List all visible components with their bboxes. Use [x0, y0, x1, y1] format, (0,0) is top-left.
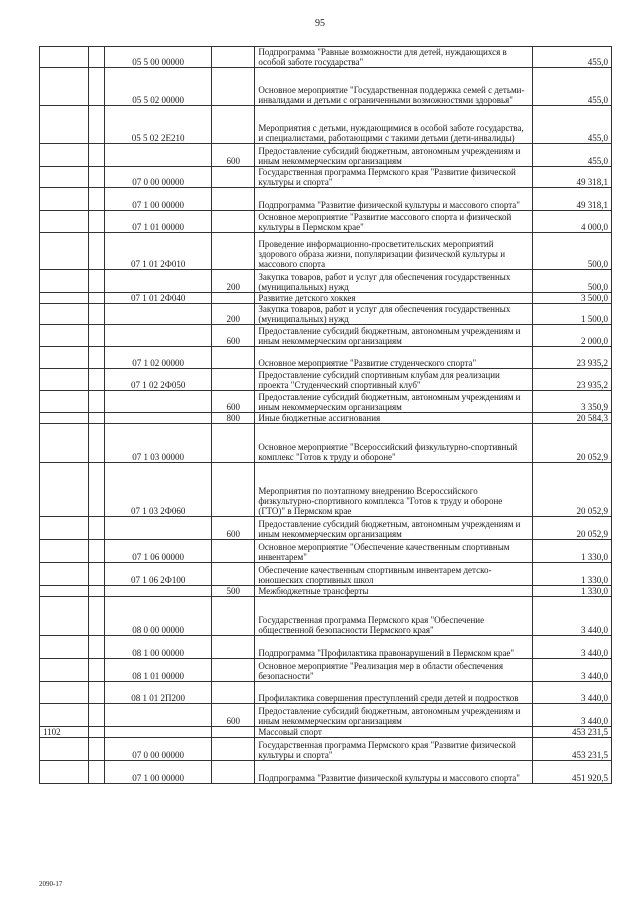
expense-type-cell — [212, 659, 255, 682]
amount-cell: 1 330,0 — [532, 586, 611, 597]
subsection-cell — [89, 369, 105, 391]
table-row — [40, 424, 612, 463]
amount-cell: 3 350,9 — [532, 391, 611, 413]
amount-cell: 3 440,0 — [532, 659, 611, 682]
target-code-cell: 08 0 00 00000 — [105, 597, 212, 636]
target-code-cell: 05 5 02 2Е210 — [105, 106, 212, 144]
target-code-cell — [105, 704, 212, 727]
subsection-cell — [89, 540, 105, 563]
table-row — [40, 761, 612, 784]
section-cell — [40, 304, 89, 325]
table-row — [40, 325, 612, 347]
target-code-cell — [105, 517, 212, 540]
subsection-cell — [89, 659, 105, 682]
amount-cell: 20 052,9 — [532, 517, 611, 540]
table-row — [40, 704, 612, 727]
amount-cell: 455,0 — [532, 144, 611, 167]
target-code-cell — [105, 413, 212, 424]
table-row — [40, 540, 612, 563]
section-cell — [40, 233, 89, 270]
expense-type-cell — [212, 211, 255, 233]
amount-cell: 2 000,0 — [532, 325, 611, 347]
target-code-cell: 07 1 02 2Ф050 — [105, 369, 212, 391]
section-cell — [40, 636, 89, 659]
target-code-cell: 07 0 00 00000 — [105, 738, 212, 761]
section-cell: 1102 — [40, 727, 89, 738]
section-cell — [40, 211, 89, 233]
amount-cell: 3 440,0 — [532, 636, 611, 659]
amount-cell: 500,0 — [532, 233, 611, 270]
expense-type-cell — [212, 540, 255, 563]
target-code-cell: 08 1 00 00000 — [105, 636, 212, 659]
amount-cell: 3 440,0 — [532, 597, 611, 636]
table-row — [40, 167, 612, 188]
table-row — [40, 727, 612, 738]
target-code-cell — [105, 304, 212, 325]
subsection-cell — [89, 597, 105, 636]
item-name-cell: Предоставление субсидий бюджетным, автономным учреждениям и иным некоммерческим организациям — [255, 517, 532, 540]
table-row — [40, 106, 612, 144]
expense-type-cell — [212, 682, 255, 704]
expense-type-cell — [212, 47, 255, 68]
subsection-cell — [89, 144, 105, 167]
amount-cell: 49 318,1 — [532, 167, 611, 188]
item-name-cell: Подпрограмма "Развитие физической культуры и массового спорта" — [255, 188, 532, 211]
subsection-cell — [89, 463, 105, 517]
subsection-cell — [89, 413, 105, 424]
item-name-cell: Массовый спорт — [255, 727, 532, 738]
item-name-cell: Государственная программа Пермского края "Обеспечение общественной безопасности Пермского края" — [255, 597, 532, 636]
section-cell — [40, 106, 89, 144]
expense-type-cell: 500 — [212, 586, 255, 597]
target-code-cell: 07 1 06 2Ф100 — [105, 563, 212, 586]
target-code-cell — [105, 586, 212, 597]
table-row — [40, 391, 612, 413]
expense-type-cell: 200 — [212, 304, 255, 325]
expense-type-cell — [212, 369, 255, 391]
section-cell — [40, 517, 89, 540]
amount-cell: 20 052,9 — [532, 463, 611, 517]
expense-type-cell — [212, 738, 255, 761]
item-name-cell: Межбюджетные трансферты — [255, 586, 532, 597]
target-code-cell: 05 5 00 00000 — [105, 47, 212, 68]
table-row — [40, 586, 612, 597]
section-cell — [40, 540, 89, 563]
budget-table — [39, 46, 612, 784]
item-name-cell: Предоставление субсидий бюджетным, автономным учреждениям и иным некоммерческим организациям — [255, 391, 532, 413]
section-cell — [40, 761, 89, 784]
target-code-cell — [105, 325, 212, 347]
section-cell — [40, 47, 89, 68]
subsection-cell — [89, 517, 105, 540]
amount-cell: 455,0 — [532, 106, 611, 144]
item-name-cell: Предоставление субсидий бюджетным, автономным учреждениям и иным некоммерческим организациям — [255, 144, 532, 167]
section-cell — [40, 293, 89, 304]
table-row — [40, 738, 612, 761]
amount-cell: 451 920,5 — [532, 761, 611, 784]
item-name-cell: Основное мероприятие "Реализация мер в области обеспечения безопасности" — [255, 659, 532, 682]
item-name-cell: Профилактика совершения преступлений среди детей и подростков — [255, 682, 532, 704]
subsection-cell — [89, 727, 105, 738]
expense-type-cell: 600 — [212, 391, 255, 413]
item-name-cell: Обеспечение качественным спортивным инвентарем детско-юношеских спортивных школ — [255, 563, 532, 586]
amount-cell: 20 052,9 — [532, 424, 611, 463]
amount-cell: 23 935,2 — [532, 369, 611, 391]
table-row — [40, 659, 612, 682]
table-row — [40, 563, 612, 586]
amount-cell: 3 440,0 — [532, 682, 611, 704]
amount-cell: 455,0 — [532, 47, 611, 68]
subsection-cell — [89, 270, 105, 293]
item-name-cell: Мероприятия с детьми, нуждающимися в особой заботе государства, и специалистами, работающими с такими детьми (дети-инвалиды) — [255, 106, 532, 144]
subsection-cell — [89, 304, 105, 325]
table-row — [40, 347, 612, 369]
amount-cell: 3 500,0 — [532, 293, 611, 304]
amount-cell: 1 500,0 — [532, 304, 611, 325]
item-name-cell: Мероприятия по поэтапному внедрению Всероссийского физкультурно-спортивного комплекса "Готов к труду и обороне (ГТО)" в Пермском крае — [255, 463, 532, 517]
section-cell — [40, 144, 89, 167]
expense-type-cell: 600 — [212, 325, 255, 347]
expense-type-cell — [212, 761, 255, 784]
footer-code: 2090-17 — [39, 880, 63, 888]
page-number: 95 — [315, 18, 325, 29]
table-row — [40, 682, 612, 704]
subsection-cell — [89, 47, 105, 68]
table-row — [40, 47, 612, 68]
item-name-cell: Основное мероприятие "Государственная поддержка семей с детьми-инвалидами и детьми с ограниченными возможностями здоровья" — [255, 68, 532, 106]
item-name-cell: Государственная программа Пермского края "Развитие физической культуры и спорта" — [255, 738, 532, 761]
target-code-cell: 07 1 01 2Ф040 — [105, 293, 212, 304]
section-cell — [40, 659, 89, 682]
section-cell — [40, 682, 89, 704]
budget-table-body — [40, 47, 612, 784]
subsection-cell — [89, 586, 105, 597]
expense-type-cell — [212, 563, 255, 586]
amount-cell: 453 231,5 — [532, 738, 611, 761]
item-name-cell: Подпрограмма "Профилактика правонарушений в Пермском крае" — [255, 636, 532, 659]
amount-cell: 3 440,0 — [532, 704, 611, 727]
table-row — [40, 68, 612, 106]
expense-type-cell — [212, 68, 255, 106]
table-row — [40, 233, 612, 270]
amount-cell: 4 000,0 — [532, 211, 611, 233]
subsection-cell — [89, 293, 105, 304]
section-cell — [40, 325, 89, 347]
item-name-cell: Основное мероприятие "Обеспечение качественным спортивным инвентарем" — [255, 540, 532, 563]
item-name-cell: Предоставление субсидий бюджетным, автономным учреждениям и иным некоммерческим организациям — [255, 325, 532, 347]
subsection-cell — [89, 325, 105, 347]
amount-cell: 20 584,3 — [532, 413, 611, 424]
expense-type-cell: 600 — [212, 517, 255, 540]
table-row — [40, 463, 612, 517]
section-cell — [40, 167, 89, 188]
expense-type-cell — [212, 188, 255, 211]
section-cell — [40, 586, 89, 597]
item-name-cell: Подпрограмма "Равные возможности для детей, нуждающихся в особой заботе государства" — [255, 47, 532, 68]
item-name-cell: Развитие детского хоккея — [255, 293, 532, 304]
target-code-cell: 07 1 06 00000 — [105, 540, 212, 563]
target-code-cell: 07 1 01 00000 — [105, 211, 212, 233]
item-name-cell: Основное мероприятие "Развитие студенческого спорта" — [255, 347, 532, 369]
table-row — [40, 293, 612, 304]
item-name-cell: Подпрограмма "Развитие физической культуры и массового спорта" — [255, 761, 532, 784]
target-code-cell — [105, 270, 212, 293]
item-name-cell: Закупка товаров, работ и услуг для обеспечения государственных (муниципальных) нужд — [255, 270, 532, 293]
target-code-cell: 07 1 00 00000 — [105, 188, 212, 211]
table-row — [40, 597, 612, 636]
section-cell — [40, 413, 89, 424]
table-row — [40, 304, 612, 325]
expense-type-cell — [212, 727, 255, 738]
expense-type-cell — [212, 463, 255, 517]
table-row — [40, 270, 612, 293]
amount-cell: 455,0 — [532, 68, 611, 106]
item-name-cell: Иные бюджетные ассигнования — [255, 413, 532, 424]
expense-type-cell — [212, 424, 255, 463]
section-cell — [40, 738, 89, 761]
section-cell — [40, 391, 89, 413]
item-name-cell: Предоставление субсидий бюджетным, автономным учреждениям и иным некоммерческим организациям — [255, 704, 532, 727]
section-cell — [40, 424, 89, 463]
item-name-cell: Закупка товаров, работ и услуг для обеспечения государственных (муниципальных) нужд — [255, 304, 532, 325]
table-row — [40, 369, 612, 391]
amount-cell: 453 231,5 — [532, 727, 611, 738]
section-cell — [40, 188, 89, 211]
subsection-cell — [89, 347, 105, 369]
amount-cell: 1 330,0 — [532, 563, 611, 586]
item-name-cell: Проведение информационно-просветительских мероприятий здорового образа жизни, популяризации физической культуры и массового спорта — [255, 233, 532, 270]
expense-type-cell — [212, 233, 255, 270]
section-cell — [40, 347, 89, 369]
expense-type-cell: 600 — [212, 704, 255, 727]
target-code-cell — [105, 727, 212, 738]
table-row — [40, 413, 612, 424]
table-row — [40, 144, 612, 167]
expense-type-cell: 800 — [212, 413, 255, 424]
subsection-cell — [89, 233, 105, 270]
expense-type-cell: 200 — [212, 270, 255, 293]
subsection-cell — [89, 424, 105, 463]
subsection-cell — [89, 563, 105, 586]
subsection-cell — [89, 738, 105, 761]
item-name-cell: Предоставление субсидий спортивным клубам для реализации проекта "Студенческий спортивный клуб" — [255, 369, 532, 391]
expense-type-cell — [212, 597, 255, 636]
target-code-cell: 07 1 02 00000 — [105, 347, 212, 369]
target-code-cell — [105, 391, 212, 413]
target-code-cell: 07 1 03 00000 — [105, 424, 212, 463]
amount-cell: 1 330,0 — [532, 540, 611, 563]
target-code-cell: 07 1 01 2Ф010 — [105, 233, 212, 270]
section-cell — [40, 270, 89, 293]
subsection-cell — [89, 188, 105, 211]
target-code-cell: 07 1 00 00000 — [105, 761, 212, 784]
table-row — [40, 211, 612, 233]
item-name-cell: Основное мероприятие "Всероссийский физкультурно-спортивный комплекс "Готов к труду и обороне" — [255, 424, 532, 463]
subsection-cell — [89, 167, 105, 188]
section-cell — [40, 463, 89, 517]
section-cell — [40, 597, 89, 636]
table-row — [40, 517, 612, 540]
section-cell — [40, 563, 89, 586]
table-row — [40, 636, 612, 659]
target-code-cell — [105, 144, 212, 167]
subsection-cell — [89, 704, 105, 727]
expense-type-cell — [212, 347, 255, 369]
amount-cell: 500,0 — [532, 270, 611, 293]
target-code-cell: 07 1 03 2Ф060 — [105, 463, 212, 517]
expense-type-cell: 600 — [212, 144, 255, 167]
table-row — [40, 188, 612, 211]
target-code-cell: 08 1 01 00000 — [105, 659, 212, 682]
target-code-cell: 07 0 00 00000 — [105, 167, 212, 188]
expense-type-cell — [212, 167, 255, 188]
subsection-cell — [89, 682, 105, 704]
section-cell — [40, 68, 89, 106]
target-code-cell: 05 5 02 00000 — [105, 68, 212, 106]
expense-type-cell — [212, 293, 255, 304]
target-code-cell: 08 1 01 2П200 — [105, 682, 212, 704]
subsection-cell — [89, 636, 105, 659]
amount-cell: 49 318,1 — [532, 188, 611, 211]
subsection-cell — [89, 68, 105, 106]
subsection-cell — [89, 211, 105, 233]
item-name-cell: Государственная программа Пермского края "Развитие физической культуры и спорта" — [255, 167, 532, 188]
amount-cell: 23 935,2 — [532, 347, 611, 369]
section-cell — [40, 704, 89, 727]
subsection-cell — [89, 391, 105, 413]
subsection-cell — [89, 106, 105, 144]
item-name-cell: Основное мероприятие "Развитие массового спорта и физической культуры в Пермском крае" — [255, 211, 532, 233]
section-cell — [40, 369, 89, 391]
expense-type-cell — [212, 106, 255, 144]
subsection-cell — [89, 761, 105, 784]
expense-type-cell — [212, 636, 255, 659]
